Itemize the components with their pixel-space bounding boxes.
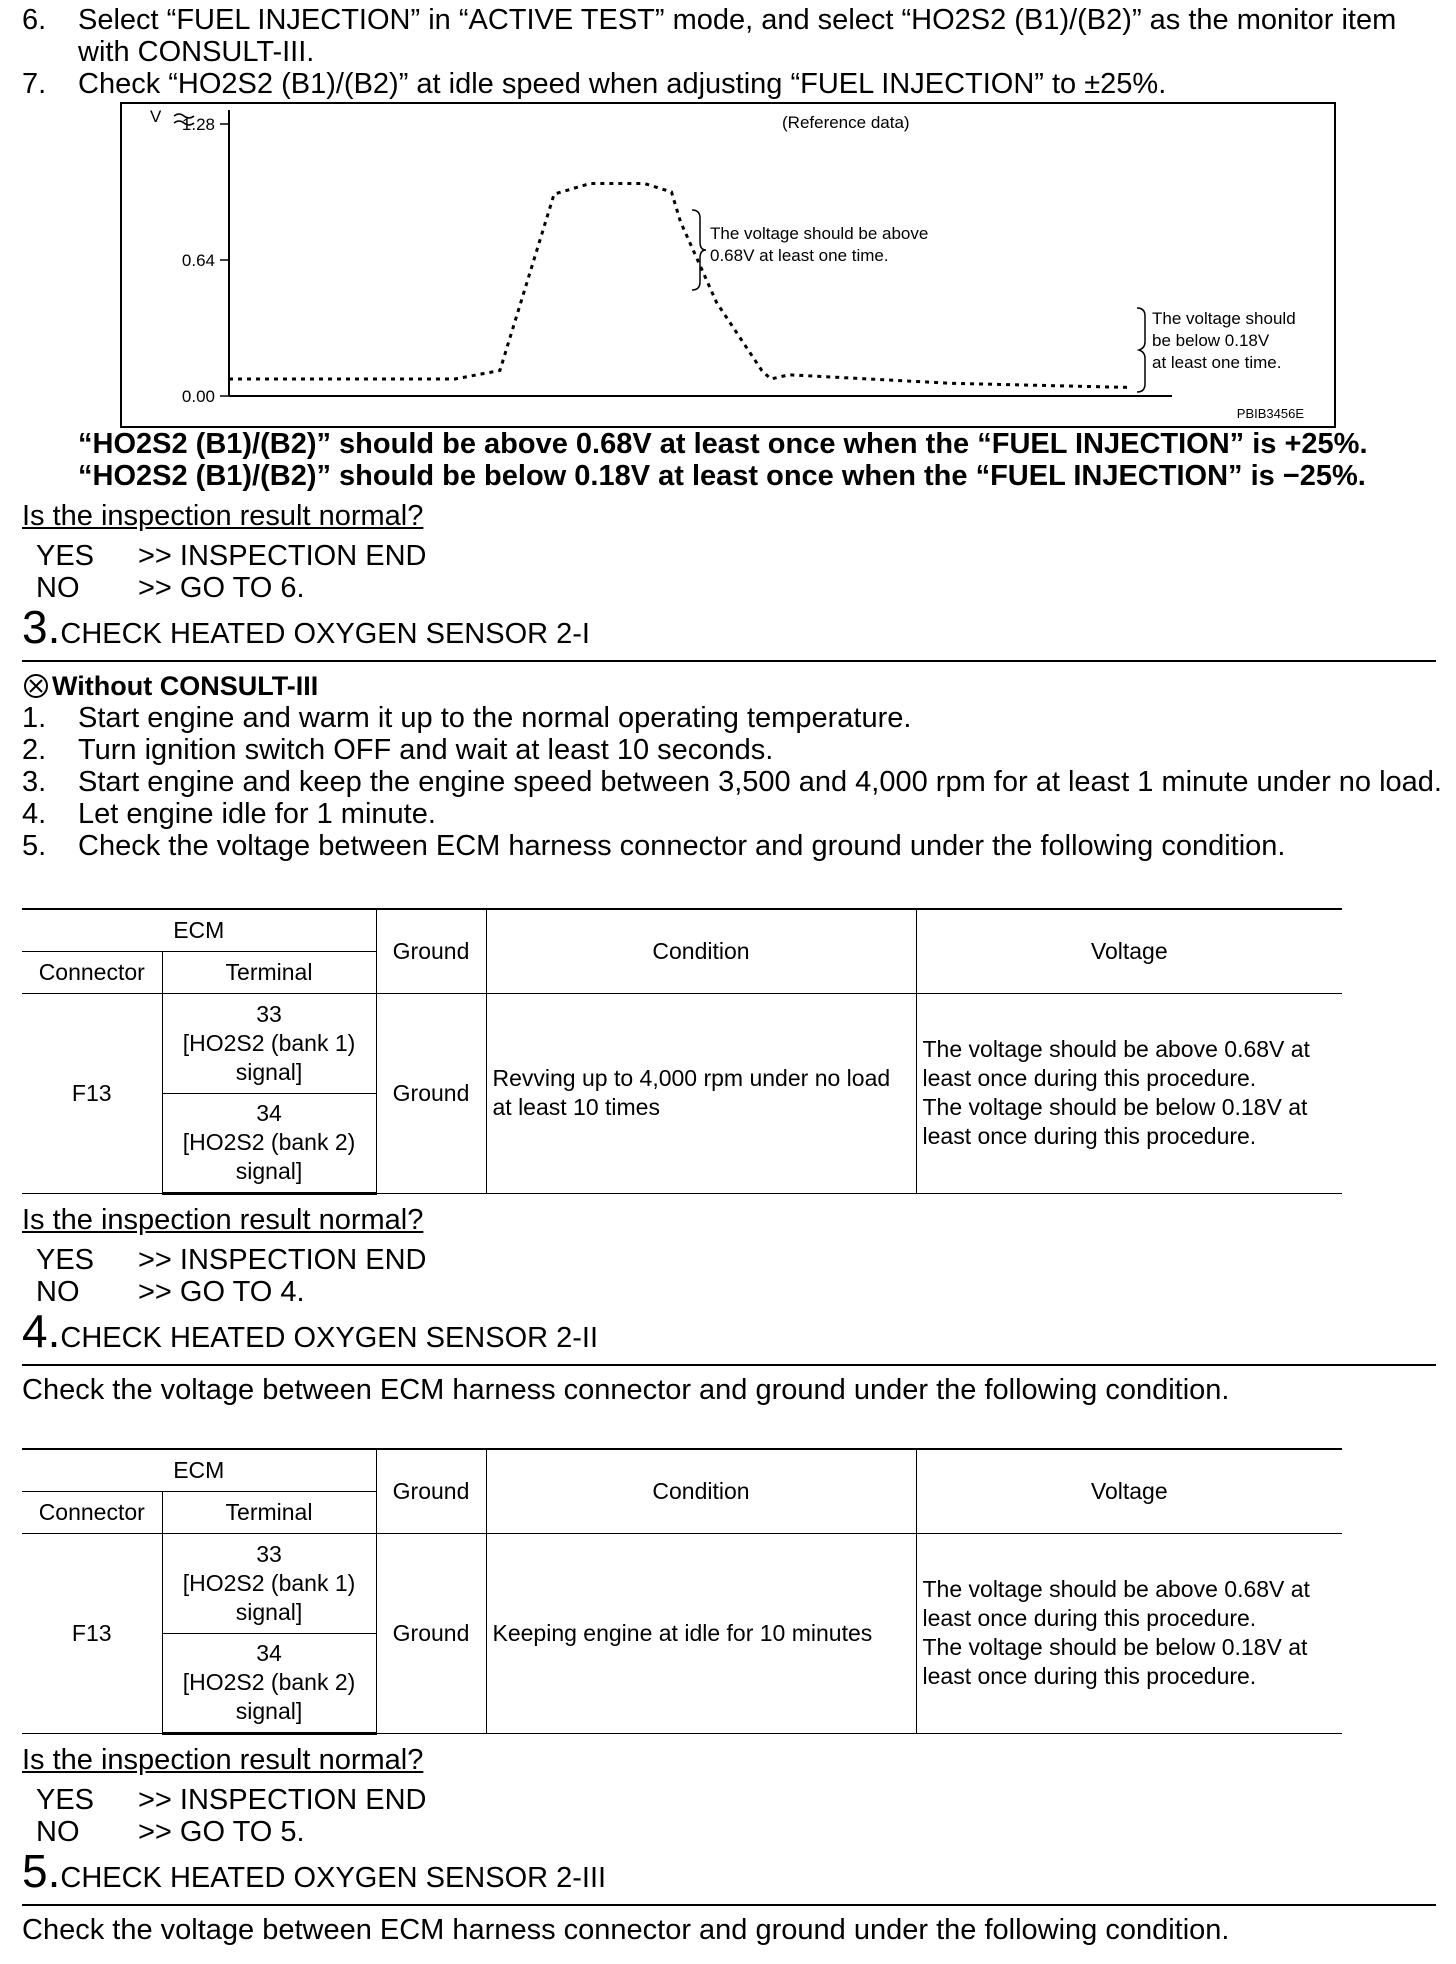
step-number: 6. bbox=[22, 4, 47, 36]
subheading-text: Without CONSULT-III bbox=[52, 671, 319, 701]
question: Is the inspection result normal? bbox=[22, 1204, 424, 1236]
yes-result: >> INSPECTION END bbox=[138, 540, 427, 572]
ecm-voltage-table bbox=[22, 1448, 1342, 1735]
header-voltage: Voltage bbox=[916, 909, 1342, 993]
voltage-line: The voltage should be above 0.68V at bbox=[922, 1036, 1310, 1062]
annotation-brace bbox=[1137, 308, 1145, 392]
section-heading bbox=[22, 1305, 599, 1357]
voltage-line: The voltage should be below 0.18V at bbox=[922, 1634, 1308, 1660]
voltage-line: least once during this procedure. bbox=[922, 1663, 1257, 1689]
terminal-line: 33 bbox=[256, 1000, 282, 1027]
voltage-line: least once during this procedure. bbox=[922, 1065, 1257, 1091]
divider bbox=[22, 1364, 1436, 1366]
voltage-line: least once during this procedure. bbox=[922, 1123, 1257, 1149]
connector-cell: F13 bbox=[22, 993, 162, 1193]
section-number: 3. bbox=[22, 601, 61, 653]
connector-cell: F13 bbox=[22, 1533, 162, 1733]
question: Is the inspection result normal? bbox=[22, 1744, 424, 1776]
no-result: >> GO TO 5. bbox=[138, 1816, 305, 1848]
no-label: NO bbox=[36, 1816, 80, 1848]
voltage-line: The voltage should be above 0.68V at bbox=[922, 1576, 1310, 1602]
yes-label: YES bbox=[36, 1244, 95, 1276]
condition-line: Keeping engine at idle for 10 minutes bbox=[492, 1619, 873, 1646]
note-plus25: “HO2S2 (B1)/(B2)” should be above 0.68V at least once when the “FUEL INJECTION” is +25%. bbox=[78, 428, 1368, 460]
header-terminal: Terminal bbox=[162, 1491, 376, 1533]
annotation-high-line: The voltage should be above bbox=[710, 224, 929, 243]
voltage-cell bbox=[916, 993, 1342, 1193]
reference-figure bbox=[120, 102, 1336, 428]
section-text: Check the voltage between ECM harness connector and ground under the following condition. bbox=[22, 1914, 1230, 1946]
no-result: >> GO TO 6. bbox=[138, 572, 305, 604]
y-tick-label: 1.28 bbox=[181, 115, 215, 134]
section-title: CHECK HEATED OXYGEN SENSOR 2-II bbox=[60, 1322, 599, 1354]
section-text: Check the voltage between ECM harness connector and ground under the following condition. bbox=[22, 1374, 1230, 1406]
condition-cell bbox=[486, 993, 916, 1193]
section-number: 5. bbox=[22, 1845, 61, 1897]
step-number: 3. bbox=[22, 766, 47, 798]
annotation-low-line: be below 0.18V bbox=[1152, 331, 1270, 350]
step-number: 2. bbox=[22, 734, 47, 766]
voltage-line: least once during this procedure. bbox=[922, 1605, 1257, 1631]
no-result: >> GO TO 4. bbox=[138, 1276, 305, 1308]
section-heading bbox=[22, 1845, 607, 1897]
step-text: Start engine and keep the engine speed between 3,500 and 4,000 rpm for at least 1 minute under no load. bbox=[78, 766, 1442, 798]
terminal-cell bbox=[162, 1093, 376, 1193]
step-number: 4. bbox=[22, 798, 47, 830]
annotation-high-line: 0.68V at least one time. bbox=[710, 246, 889, 265]
note-minus25: “HO2S2 (B1)/(B2)” should be below 0.18V at least once when the “FUEL INJECTION” is −25%. bbox=[78, 460, 1366, 492]
terminal-line: 33 bbox=[256, 1540, 282, 1567]
voltage-line: The voltage should be below 0.18V at bbox=[922, 1094, 1308, 1120]
step-text-continued: with CONSULT-III. bbox=[78, 36, 315, 68]
header-ecm: ECM bbox=[22, 909, 376, 951]
section-title: CHECK HEATED OXYGEN SENSOR 2-I bbox=[60, 618, 590, 650]
voltage-chart bbox=[122, 104, 1334, 426]
yes-result: >> INSPECTION END bbox=[138, 1244, 427, 1276]
no-label: NO bbox=[36, 1276, 80, 1308]
terminal-cell bbox=[162, 1533, 376, 1633]
terminal-line: [HO2S2 (bank 2) bbox=[182, 1669, 356, 1695]
figure-code: PBIB3456E bbox=[1236, 406, 1304, 421]
terminal-line: 34 bbox=[256, 1100, 282, 1126]
y-unit-label: V bbox=[150, 107, 162, 126]
condition-line: Revving up to 4,000 rpm under no load bbox=[492, 1065, 891, 1091]
step-number: 5. bbox=[22, 830, 47, 862]
voltage-cell bbox=[916, 1533, 1342, 1733]
header-connector: Connector bbox=[22, 1491, 162, 1533]
header-ecm: ECM bbox=[22, 1449, 376, 1491]
step-text: Select “FUEL INJECTION” in “ACTIVE TEST” mode, and select “HO2S2 (B1)/(B2)” as the monitor item bbox=[78, 4, 1397, 36]
step-text: Check “HO2S2 (B1)/(B2)” at idle speed when adjusting “FUEL INJECTION” to ±25%. bbox=[78, 68, 1167, 100]
step-text: Check the voltage between ECM harness connector and ground under the following condition. bbox=[78, 830, 1286, 862]
step-number: 1. bbox=[22, 702, 47, 734]
annotation-low-line: The voltage should bbox=[1152, 309, 1296, 328]
terminal-line: signal] bbox=[235, 1598, 303, 1625]
section-title: CHECK HEATED OXYGEN SENSOR 2-III bbox=[60, 1862, 607, 1894]
terminal-cell bbox=[162, 993, 376, 1093]
terminal-line: [HO2S2 (bank 1) bbox=[182, 1569, 356, 1596]
y-tick-label: 0.00 bbox=[181, 387, 215, 406]
yes-result: >> INSPECTION END bbox=[138, 1784, 427, 1816]
terminal-line: [HO2S2 (bank 2) bbox=[182, 1129, 356, 1155]
x-circle-icon bbox=[22, 673, 52, 699]
divider bbox=[22, 1904, 1436, 1906]
reference-label: (Reference data) bbox=[782, 113, 910, 132]
step-number: 7. bbox=[22, 68, 47, 100]
terminal-line: 34 bbox=[256, 1640, 282, 1666]
header-condition: Condition bbox=[486, 1449, 916, 1533]
header-connector: Connector bbox=[22, 951, 162, 993]
terminal-line: [HO2S2 (bank 1) bbox=[182, 1029, 356, 1056]
header-condition: Condition bbox=[486, 909, 916, 993]
subheading bbox=[22, 670, 318, 702]
series-line bbox=[229, 184, 1132, 388]
annotation-low-line: at least one time. bbox=[1152, 353, 1282, 372]
y-tick-label: 0.64 bbox=[181, 251, 215, 270]
annotation-brace bbox=[692, 210, 706, 290]
condition-line: at least 10 times bbox=[492, 1094, 660, 1120]
step-text: Turn ignition switch OFF and wait at least 10 seconds. bbox=[78, 734, 774, 766]
header-ground: Ground bbox=[376, 1449, 486, 1533]
section-number: 4. bbox=[22, 1305, 61, 1357]
ground-cell: Ground bbox=[376, 993, 486, 1193]
header-ground: Ground bbox=[376, 909, 486, 993]
yes-label: YES bbox=[36, 540, 95, 572]
no-label: NO bbox=[36, 572, 80, 604]
terminal-line: signal] bbox=[235, 1058, 303, 1085]
condition-cell bbox=[486, 1533, 916, 1733]
step-text: Let engine idle for 1 minute. bbox=[78, 798, 436, 830]
ground-cell: Ground bbox=[376, 1533, 486, 1733]
yes-label: YES bbox=[36, 1784, 95, 1816]
header-voltage: Voltage bbox=[916, 1449, 1342, 1533]
terminal-line: signal] bbox=[235, 1698, 303, 1724]
question: Is the inspection result normal? bbox=[22, 500, 424, 532]
terminal-line: signal] bbox=[235, 1158, 303, 1184]
ecm-voltage-table bbox=[22, 908, 1342, 1195]
section-heading bbox=[22, 601, 590, 653]
header-terminal: Terminal bbox=[162, 951, 376, 993]
step-text: Start engine and warm it up to the normal operating temperature. bbox=[78, 702, 912, 734]
divider bbox=[22, 660, 1436, 662]
terminal-cell bbox=[162, 1633, 376, 1733]
